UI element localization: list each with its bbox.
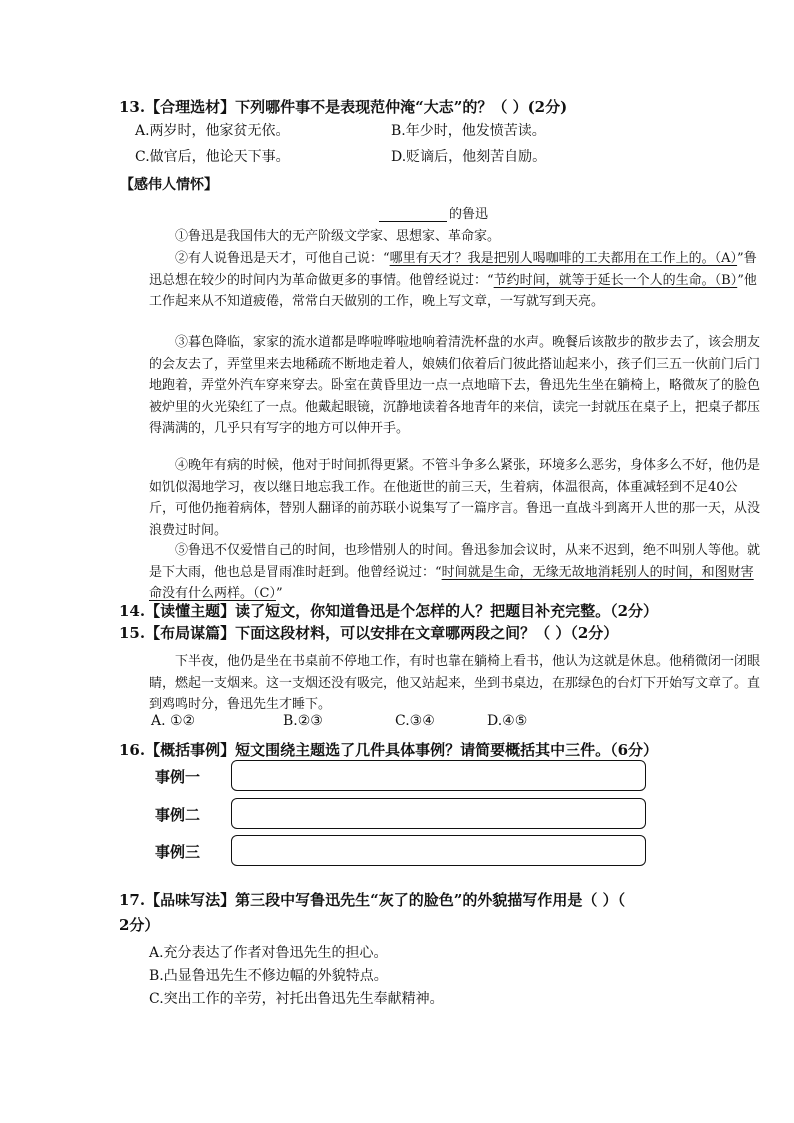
example-2-input[interactable]: [231, 798, 646, 829]
q17-stem-line2: 2分）: [119, 916, 160, 934]
q13-option-b[interactable]: B.年少时，他发愤苦读。: [391, 123, 546, 139]
q13-option-c[interactable]: C.做官后，他论天下事。: [135, 149, 290, 165]
q15-option-c[interactable]: C.③④: [395, 713, 435, 729]
q15-stem: 15.【布局谋篇】下面这段材料，可以安排在文章哪两段之间？（ ）（2分）: [119, 624, 619, 642]
p5-quote: 时间就是生命，无缘无故地消耗别人的时间，和图财害命没有什么两样。（C）: [149, 564, 754, 601]
q13-option-d[interactable]: D.贬谪后，他刻苦自励。: [391, 149, 547, 165]
q15-option-a[interactable]: A. ①②: [151, 713, 196, 729]
paragraph-5: [149, 540, 763, 605]
example-2-label: 事例二: [155, 806, 201, 824]
example-1-label: 事例一: [155, 768, 201, 786]
q17-option-b[interactable]: B.凸显鲁迅先生不修边幅的外貌特点。: [149, 968, 388, 984]
p5-text-c: ”: [275, 586, 283, 601]
q17-option-a[interactable]: A.充分表达了作者对鲁迅先生的担心。: [149, 945, 388, 961]
p2-quote-a: 哪里有天才？我是把别人喝咖啡的工夫都用在工作上的。（A）: [389, 251, 738, 266]
example-3-label: 事例三: [155, 843, 201, 861]
q13-option-a[interactable]: A.两岁时，他家贫无依。: [135, 123, 290, 139]
p5-text-a: ⑤鲁迅不仅爱惜自己的时间，也珍惜别人的时间。鲁迅参加会议时，从来不迟到，绝不叫别人等他。就是下大雨，他也总是冒雨准时赶到。他曾经说过：“: [149, 543, 761, 580]
example-3-input[interactable]: [231, 835, 646, 866]
q16-stem: 16.【概括事例】短文围绕主题选了几件具体事例？请简要概括其中三件。（6分）: [119, 741, 659, 759]
q17-stem-line1: 17.【品味写法】第三段中写鲁迅先生“灰了的脸色”的外貌描写作用是（ ）（: [119, 891, 626, 909]
p2-quote-b: 节约时间，就等于延长一个人的生命。（B）: [493, 272, 738, 288]
paragraph-4: ④晚年有病的时候，他对于时间抓得更紧。不管斗争多么紧张，环境多么恶劣，身体多么不好，他仍是如饥似渴地学习，夜以继日地忘我工作。在他逝世的前三天，生着病，体温很高，体重减轻到不足40公斤，可他仍拖着病体，替别人翻译的前苏联小说集写了一篇序言。鲁迅一直战斗到离开人世的那一天，从没浪费过时间。: [149, 458, 761, 538]
q13-stem: 13.【合理选材】下列哪件事不是表现范仲淹“大志”的？（ ）(2分): [119, 98, 568, 116]
title-blank[interactable]: [379, 207, 447, 222]
article-title: [379, 203, 488, 222]
q14-stem: 14.【读懂主题】读了短文，你知道鲁迅是个怎样的人？把题目补充完整。（2分）: [119, 602, 659, 620]
q15-option-d[interactable]: D.④⑤: [487, 713, 528, 729]
paragraph-1: ①鲁迅是我国伟大的无产阶级文学家、思想家、革命家。: [175, 229, 501, 244]
example-1-input[interactable]: [231, 760, 646, 791]
p2-text-a: ②有人说鲁迅是天才，可他自己说：“: [175, 251, 390, 266]
q15-passage: 下半夜，他仍是坐在书桌前不停地工作，有时也靠在躺椅上看书，他认为这就是休息。他稍微闭一闭眼睛，燃起一支烟来。这一支烟还没有吸完，他又站起来，坐到书桌边，在那绿色的台灯下开始写文章了。直到鸡鸣时分，鲁迅先生才睡下。: [149, 654, 761, 712]
section-label: 【感伟人情怀】: [120, 177, 218, 193]
article-title-suffix: 的鲁迅: [449, 207, 489, 222]
p2-text-c: ”鲁迅总想在较少的时间内为革命做更多的事情。他曾经说过：“: [149, 251, 757, 288]
q17-option-c[interactable]: C.突出工作的辛劳，衬托出鲁迅先生奉献精神。: [149, 991, 444, 1007]
paragraph-2: [149, 248, 763, 313]
paragraph-3: ③暮色降临，家家的流水道都是哗啦哗啦地响着清洗杯盘的水声。晚餐后该散步的散步去了，该会朋友的会友去了，弄堂里来去地稀疏不断地走着人，娘姨们依着后门彼此搭讪起来小，孩子们三五一伙前门后门地跑着，弄堂外汽车穿来穿去。卧室在黄昏里边一点一点地暗下去，鲁迅先生坐在躺椅上，略微灰了的脸色被炉里的火光染红了一点。他戴起眼镜，沉静地读着各地青年的来信，读完一封就压在桌子上，把桌子都压得满满的，几乎只有写字的地方可以伸开手。: [149, 335, 761, 436]
p2-text-e: ”他工作起来从不知道疲倦，常常白天做别的工作，晚上写文章，一写就写到天亮。: [149, 272, 757, 309]
q15-option-b[interactable]: B.②③: [283, 713, 323, 729]
